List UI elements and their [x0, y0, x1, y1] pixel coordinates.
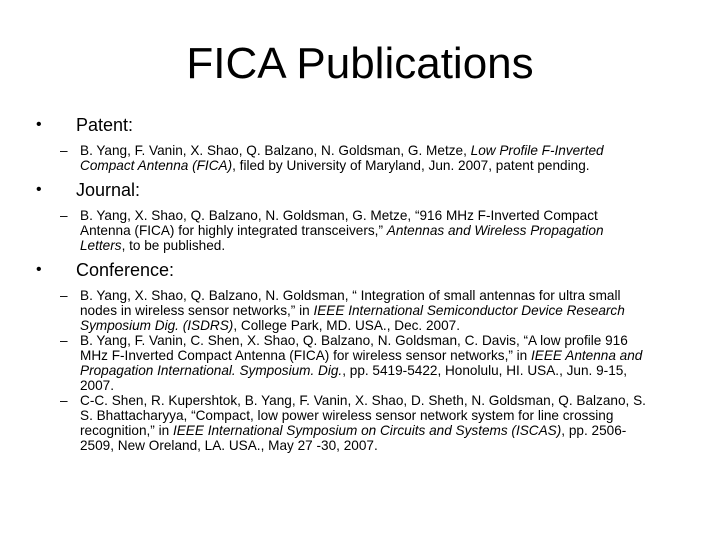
section-journal — [36, 179, 686, 201]
bullet-icon: • — [36, 116, 42, 133]
citation-authors: B. Yang, F. Vanin, X. Shao, Q. Balzano, N. Goldsman, G. Metze, — [80, 143, 471, 158]
bullet-icon: • — [36, 261, 42, 278]
citation-details: , to be published. — [121, 238, 226, 253]
citation-authors: B. Yang, F. Vanin, C. Shen, X. Shao, Q. Balzano, N. Goldsman, C. Davis, “A low profile 916 MHz F-Inverted Compact Antenna (FICA) for wireless sensor networks,” in — [80, 333, 628, 363]
section-heading: Conference: — [76, 260, 175, 280]
publication-entry — [36, 143, 686, 173]
citation-venue: IEEE International Semiconductor Device Research Symposium Dig. (ISDRS) — [80, 303, 625, 333]
citation-authors: B. Yang, X. Shao, Q. Balzano, N. Goldsman, “ Integration of small antennas for ultra small nodes in wireless sensor networks,” in — [80, 288, 621, 318]
citation-venue: Low Profile F-Inverted Compact Antenna (FICA) — [80, 143, 604, 173]
section-heading: Patent: — [76, 115, 134, 135]
citation-venue: IEEE Antenna and Propagation International. Symposium. Dig. — [80, 348, 643, 378]
citation-venue: Antennas and Wireless Propagation Letters — [80, 223, 604, 253]
citation-text — [80, 393, 650, 453]
dash-icon: – — [60, 393, 68, 408]
slide-title: FICA Publications — [186, 39, 534, 88]
citation-details: , pp. 5419-5422, Honolulu, HI. USA., Jun. 9-15, 2007. — [80, 363, 628, 393]
publication-entry — [36, 393, 686, 453]
section-conference — [36, 259, 686, 281]
publication-entry — [36, 333, 686, 393]
bullet-icon: • — [36, 181, 42, 198]
dash-icon: – — [60, 143, 68, 158]
citation-text — [80, 288, 650, 333]
citation-authors: B. Yang, X. Shao, Q. Balzano, N. Goldsman, G. Metze, “916 MHz F-Inverted Compact Antenna (FICA) for highly integrated transceivers,” — [80, 208, 598, 238]
publication-list — [36, 114, 686, 453]
citation-text — [80, 208, 650, 253]
dash-icon: – — [60, 288, 68, 303]
citation-details: , pp. 2506-2509, New Oreland, LA. USA., May 27 -30, 2007. — [80, 423, 627, 453]
citation-text — [80, 143, 650, 173]
citation-details: , College Park, MD. USA., Dec. 2007. — [233, 318, 460, 333]
citation-authors: C-C. Shen, R. Kupershtok, B. Yang, F. Vanin, X. Shao, D. Sheth, N. Goldsman, Q. Balzano, S. S. Bhattacharyya, “Compact, low power wireless sensor network system for line crossing recognition,” in — [80, 393, 646, 438]
citation-details: , filed by University of Maryland, Jun. 2007, patent pending. — [232, 158, 590, 173]
citation-venue: IEEE International Symposium on Circuits and Systems (ISCAS) — [172, 423, 562, 438]
publication-entry — [36, 208, 686, 253]
section-heading: Journal: — [76, 180, 141, 200]
citation-text — [80, 333, 650, 393]
publication-entry — [36, 288, 686, 333]
dash-icon: – — [60, 208, 68, 223]
section-patent — [36, 114, 686, 136]
dash-icon: – — [60, 333, 68, 348]
